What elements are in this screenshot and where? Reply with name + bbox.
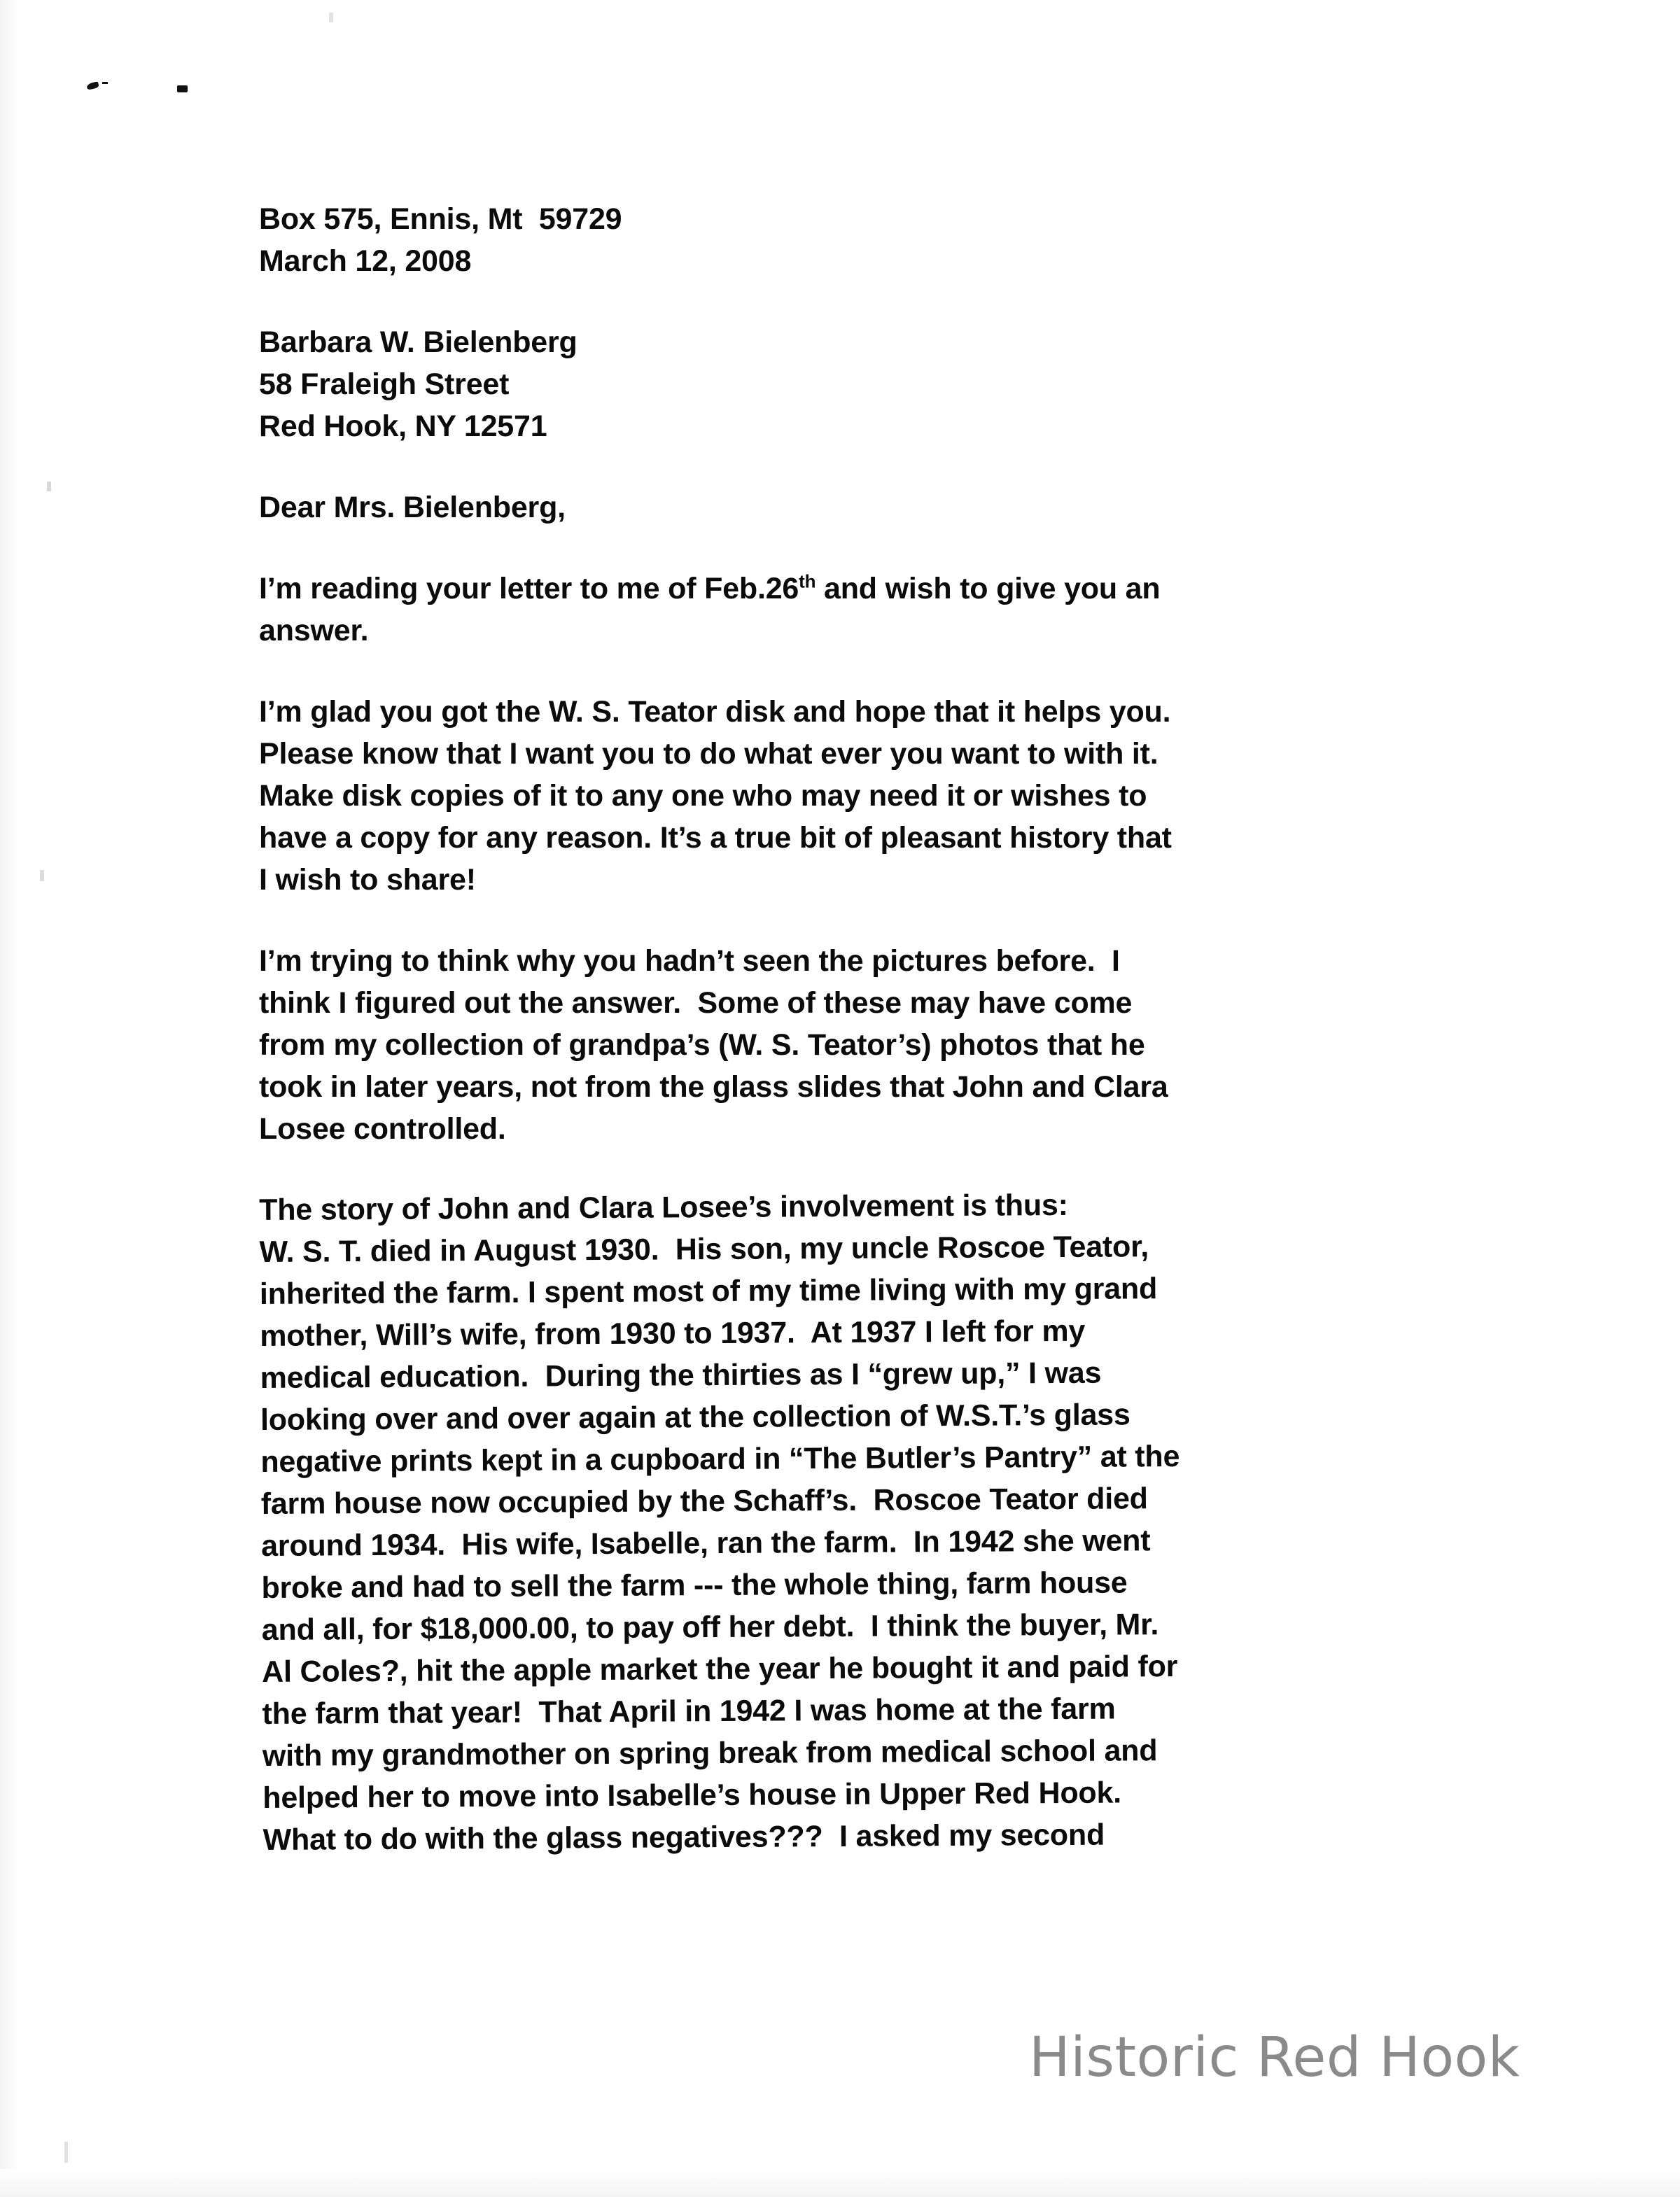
letter-paragraphs bbox=[259, 568, 1477, 1861]
paragraph-line: helped her to move into Isabelle’s house in Upper Red Hook. bbox=[262, 1776, 1122, 1815]
paragraph-line: medical education. During the thirties as I “grew up,” I was bbox=[260, 1356, 1102, 1395]
paragraph-line: I’m trying to think why you hadn’t seen the pictures before. I bbox=[259, 944, 1120, 978]
paragraph-line: Please know that I want you to do what ever you want to with it. bbox=[259, 737, 1158, 771]
scan-speckle-icon bbox=[47, 482, 51, 491]
scan-speckle-icon bbox=[102, 82, 108, 84]
recipient-address-block bbox=[259, 321, 1477, 447]
paragraph-line: from my collection of grandpa’s (W. S. Teator’s) photos that he bbox=[259, 1028, 1145, 1062]
paragraph-line: with my grandmother on spring break from medical school and bbox=[262, 1734, 1158, 1773]
salutation bbox=[259, 486, 1477, 528]
paragraph-line: around 1934. His wife, Isabelle, ran the farm. In 1942 she went bbox=[260, 1524, 1151, 1563]
paragraph-line: took in later years, not from the glass slides that John and Clara bbox=[259, 1070, 1168, 1104]
scan-speckle-icon bbox=[177, 85, 188, 92]
ordinal-superscript: th bbox=[799, 570, 816, 592]
paragraph-line: I wish to share! bbox=[259, 863, 476, 897]
scan-speckle-icon bbox=[64, 2142, 68, 2163]
paragraph-line: have a copy for any reason. It’s a true bit of pleasant history that bbox=[259, 821, 1172, 855]
scan-speckle-icon bbox=[40, 870, 44, 881]
paragraph-line: and all, for $18,000.00, to pay off her debt. I think the buyer, Mr. bbox=[261, 1608, 1159, 1647]
paragraph-line: inherited the farm. I spent most of my time living with my grand bbox=[259, 1272, 1158, 1311]
watermark-historic-red-hook: Historic Red Hook bbox=[1029, 2026, 1520, 2089]
paragraph-p4 bbox=[259, 1181, 1481, 1861]
paragraph-line: farm house now occupied by the Schaff’s. Roscoe Teator died bbox=[260, 1482, 1148, 1521]
sender-address-line: Box 575, Ennis, Mt 59729 bbox=[259, 202, 622, 236]
recipient-name: Barbara W. Bielenberg bbox=[259, 325, 578, 359]
paragraph-line: broke and had to sell the farm --- the whole thing, farm house bbox=[261, 1566, 1128, 1605]
paragraph-line: think I figured out the answer. Some of these may have come bbox=[259, 986, 1133, 1020]
scan-speckle-icon bbox=[329, 13, 333, 22]
paragraph-p2 bbox=[259, 691, 1477, 901]
sender-address-block bbox=[259, 198, 1477, 282]
salutation-line: Dear Mrs. Bielenberg, bbox=[259, 491, 566, 524]
paragraph-line: negative prints kept in a cupboard in “The Butler’s Pantry” at the bbox=[260, 1439, 1180, 1479]
paragraph-line: I’m reading your letter to me of Feb.26th and wish to give you an bbox=[259, 570, 1161, 605]
scan-speckle-icon bbox=[86, 81, 99, 90]
paragraph-line: Make disk copies of it to any one who may need it or wishes to bbox=[259, 779, 1147, 813]
recipient-city-state-zip: Red Hook, NY 12571 bbox=[259, 409, 547, 443]
paragraph-line: What to do with the glass negatives??? I asked my second bbox=[262, 1818, 1105, 1857]
paragraph-line: mother, Will’s wife, from 1930 to 1937. At 1937 I left for my bbox=[260, 1314, 1086, 1353]
scan-edge-bottom bbox=[0, 2169, 1680, 2197]
paragraph-line: looking over and over again at the collection of W.S.T.’s glass bbox=[260, 1398, 1130, 1437]
paragraph-line: I’m glad you got the W. S. Teator disk and hope that it helps you. bbox=[259, 695, 1171, 729]
paragraph-line: Losee controlled. bbox=[259, 1112, 506, 1146]
paragraph-p3 bbox=[259, 940, 1477, 1150]
paragraph-line: answer. bbox=[259, 614, 369, 647]
paragraph-line: The story of John and Clara Losee’s involvement is thus: bbox=[259, 1188, 1068, 1227]
paragraph-line: Al Coles?, hit the apple market the year he bought it and paid for bbox=[262, 1649, 1178, 1689]
paragraph-line: W. S. T. died in August 1930. His son, my uncle Roscoe Teator, bbox=[259, 1230, 1149, 1269]
letter-date: March 12, 2008 bbox=[259, 244, 472, 278]
paragraph-line: the farm that year! That April in 1942 I was home at the farm bbox=[262, 1692, 1116, 1731]
paragraph-p1 bbox=[259, 568, 1477, 652]
letter-body bbox=[259, 198, 1477, 1900]
recipient-street: 58 Fraleigh Street bbox=[259, 367, 510, 401]
scan-edge-left bbox=[0, 0, 18, 2197]
